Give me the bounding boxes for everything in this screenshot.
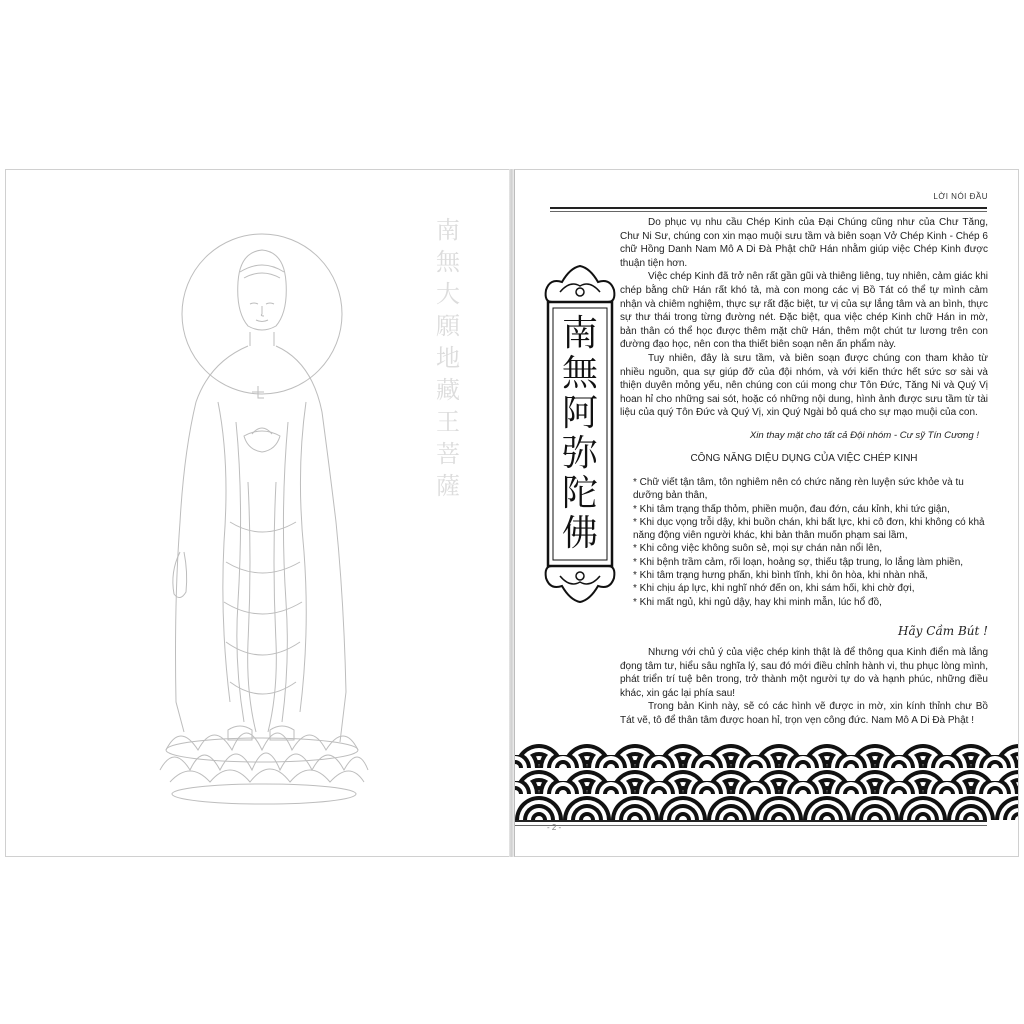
- script-callout: Hãy Cầm Bút !: [898, 624, 988, 638]
- intro-paragraph: Việc chép Kinh đã trở nên rất gần gũi và thiêng liêng, tuy nhiên, cảm giác khi chép bằng chữ Hán rất khó tả, mà con mong các vị Bồ Tát có thể tự mình cảm nhận và chiêm nghiệm, thực sự rất đặc biệt, tư vị của sự lắng tâm và an bình, thực sự thư thái trong từng đường nét. Đặc biệt, qua việc chép Kinh chữ Hán in mờ, bản thân có thể học được thêm mặt chữ Hán, thêm một chút tư lương trên con đường đạo học, nên con tha thiết biên soạn nên ấn phẩm này.: [620, 271, 988, 351]
- cartouche-char: 南: [561, 313, 598, 354]
- cartouche-char: 佛: [561, 513, 598, 554]
- cartouche-char: 弥: [561, 433, 598, 474]
- list-item: * Khi dục vọng trỗi dậy, khi buồn chán, khi bất lực, khi cô đơn, khi không có khả năng động viên người khác, khi bản thân muốn phạm sai lầm,: [633, 516, 985, 542]
- caption-char: 地: [436, 344, 460, 372]
- caption-char: 大: [436, 280, 460, 308]
- caption-char: 願: [436, 312, 460, 340]
- cartouche-text: [552, 314, 608, 554]
- cartouche-char: 阿: [561, 393, 598, 434]
- list-item: * Khi mất ngủ, khi ngủ dậy, hay khi minh mẫn, lúc hổ đồ,: [633, 596, 882, 608]
- cartouche-char: 陀: [561, 473, 598, 514]
- list-item: * Chữ viết tận tâm, tôn nghiêm nên có chức năng rèn luyện sức khỏe và tu dưỡng bản thân,: [633, 477, 964, 502]
- vertical-caption: [430, 214, 466, 502]
- header-rule-thin: [550, 211, 987, 212]
- footer-rule: [515, 820, 987, 822]
- caption-char: 藏: [436, 376, 460, 404]
- cartouche-char: 無: [561, 353, 598, 394]
- benefits-list: [633, 476, 989, 609]
- caption-char: 薩: [436, 472, 460, 500]
- closing-paragraph: Nhưng với chủ ý của việc chép kinh thật là để thông qua Kinh điển mà lắng đọng tâm tư, hiểu sâu nghĩa lý, sau đó mới điều chỉnh hành vi, thu phục lòng mình, phát triển trí tuệ bên trong, trở thành một người tự do và hạnh phúc, những điều khác, xin gác lại phía sau!: [620, 647, 988, 699]
- section-heading: CÔNG NĂNG DIỆU DỤNG CỦA VIỆC CHÉP KINH: [690, 453, 918, 464]
- caption-char: 王: [436, 408, 460, 436]
- list-item: * Khi tâm trạng thấp thỏm, phiền muộn, đau đớn, cáu kỉnh, khi tức giận,: [633, 503, 950, 515]
- caption-char: 無: [436, 248, 460, 276]
- header-rule: [550, 207, 987, 209]
- list-item: * Khi công việc không suôn sẻ, mọi sự chán nản nổi lên,: [633, 543, 883, 555]
- page-header: LỜI NÓI ĐẦU: [933, 192, 988, 201]
- intro-text: [620, 216, 988, 420]
- intro-paragraph: Tuy nhiên, đây là sưu tầm, và biên soạn được chúng con tham khảo từ nhiều nguồn, qua sự giúp đỡ của đội nhóm, và với kiến thức hết sức sơ sài và thiện duyên mỏng yếu, nên chúng con cúi mong chư Tôn Đức, Tăng Ni và Quý Vị hoan hỉ cho những sai sót, hoặc có những nội dung, hình ảnh được sưu tầm từ tài liệu của quý Tôn Đức và Quý Vị, xin Quý Ngài bỏ quá cho sự mạo muội của con.: [620, 352, 988, 419]
- list-item: * Khi tâm trạng hưng phấn, khi bình tĩnh, khi ôn hòa, khi nhàn nhã,: [633, 570, 928, 582]
- intro-paragraph: Do phục vụ nhu cầu Chép Kinh của Đại Chúng cũng như của Chư Tăng, Chư Ni Sư, chúng con xin mạo muội sưu tầm và biên soạn Vở Chép Kinh - Chép 6 chữ Hồng Danh Nam Mô A Di Đà Phật chữ Hán nhằm giúp việc Chép Kinh được thuận tiện hơn.: [620, 217, 988, 269]
- list-item: * Khi chịu áp lực, khi nghĩ nhớ đến on, khi sám hối, khi chờ đợi,: [633, 583, 915, 595]
- wave-pattern: [515, 742, 1018, 820]
- signature-line: Xin thay mặt cho tất cả Đội nhóm - Cư sỹ Tín Cương !: [749, 430, 979, 441]
- caption-char: 菩: [436, 440, 460, 468]
- closing-text: [620, 646, 988, 728]
- page-number: - 2 -: [547, 823, 562, 832]
- closing-paragraph: Trong bản Kinh này, sẽ có các hình vẽ được in mờ, xin kính thỉnh chư Bồ Tát vẽ, tô để thân tâm được hoan hỉ, trọn vẹn công đức. Nam Mô A Di Đà Phật !: [620, 701, 988, 726]
- list-item: * Khi bệnh trầm cảm, rối loạn, hoảng sợ, thiếu tập trung, lo lắng làm phiền,: [633, 556, 964, 568]
- caption-char: 南: [436, 216, 460, 244]
- footer-rule-thin: [515, 825, 987, 826]
- buddha-line-drawing: [140, 222, 400, 812]
